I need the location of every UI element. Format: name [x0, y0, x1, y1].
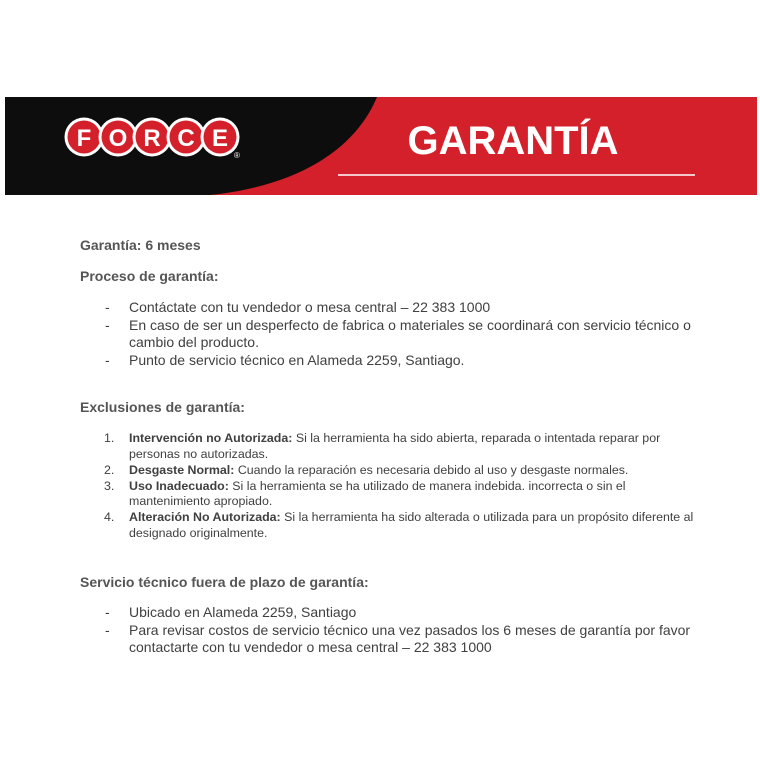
- exclusion-title: Alteración No Autorizada:: [129, 510, 281, 524]
- list-item-text: Para revisar costos de servicio técnico una vez pasados los 6 meses de garantía por favor contactarte con tu vendedor o mesa central – 22 383 1000: [129, 622, 691, 655]
- list-marker: -: [105, 352, 110, 368]
- page-title: GARANTÍA: [407, 119, 619, 163]
- list-marker: -: [105, 299, 110, 315]
- exclusion-text: Si la herramienta ha sido abierta, reparada o intentada reparar por personas no autorizadas.: [129, 431, 661, 461]
- list-item-text: En caso de ser un desperfecto de fabrica o materiales se coordinará con servicio técnico o cambio del producto.: [129, 317, 691, 350]
- list-marker: -: [105, 317, 110, 333]
- logo-registered-mark: ®: [234, 151, 240, 160]
- service-heading: Servicio técnico fuera de plazo de garantía:: [80, 574, 369, 590]
- exclusions-heading: Exclusiones de garantía:: [80, 399, 245, 415]
- exclusion-text: Cuando la reparación es necesaria debido al uso y desgaste normales.: [237, 462, 629, 477]
- force-logo: [65, 118, 241, 161]
- list-item: [80, 352, 700, 369]
- exclusion-text: Si la herramienta se ha utilizado de manera indebida. incorrecta o sin el mantenimiento apropiado.: [129, 478, 626, 508]
- list-item-text: Ubicado en Alameda 2259, Santiago: [129, 604, 357, 620]
- logo-letter: R: [143, 125, 161, 152]
- list-item: [80, 299, 700, 316]
- list-item-text: Punto de servicio técnico en Alameda 2259, Santiago.: [129, 352, 465, 368]
- process-heading: Proceso de garantía:: [80, 268, 219, 284]
- logo-letter: E: [211, 125, 229, 152]
- list-item: [80, 317, 700, 351]
- logo-letter: F: [76, 125, 92, 152]
- list-number: 3.: [104, 478, 115, 493]
- exclusions-list: [80, 431, 700, 542]
- exclusion-text: Si la herramienta ha sido alterada o utilizada para un propósito diferente al designado originalmente.: [129, 510, 694, 540]
- list-marker: -: [105, 622, 110, 638]
- banner-graphic: [5, 97, 757, 195]
- header-banner: [5, 97, 757, 195]
- list-item: [80, 479, 700, 510]
- list-marker: -: [105, 604, 110, 620]
- list-number: 1.: [104, 431, 115, 445]
- warranty-period: Garantía: 6 meses: [80, 237, 201, 253]
- list-item: [80, 431, 700, 462]
- list-number: 4.: [104, 510, 115, 524]
- logo-letter: O: [108, 125, 128, 152]
- exclusion-title: Intervención no Autorizada:: [129, 431, 293, 445]
- list-number: 2.: [104, 462, 115, 477]
- list-item: [80, 622, 700, 656]
- list-item: [80, 463, 700, 479]
- process-list: [80, 299, 700, 370]
- exclusion-title: Uso Inadecuado:: [129, 478, 229, 493]
- list-item: [80, 604, 700, 621]
- list-item: [80, 510, 700, 541]
- service-list: [80, 604, 700, 657]
- exclusion-title: Desgaste Normal:: [129, 462, 235, 477]
- logo-letter: C: [177, 125, 195, 152]
- list-item-text: Contáctate con tu vendedor o mesa central – 22 383 1000: [129, 299, 491, 315]
